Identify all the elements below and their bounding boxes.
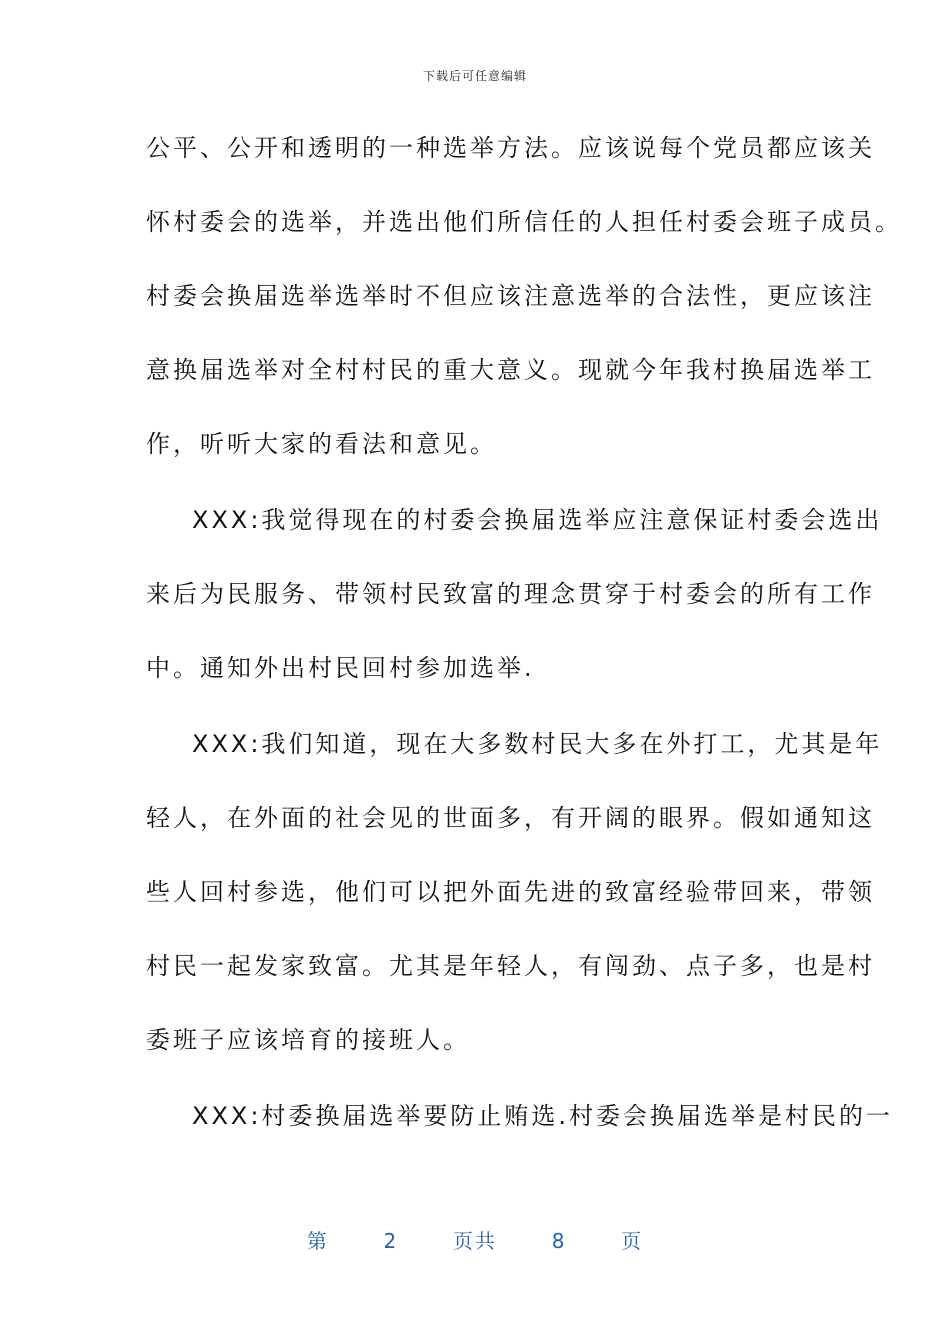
- page-total: 8: [551, 1229, 567, 1253]
- text-line: 意换届选举对全村村民的重大意义。现就今年我村换届选举工: [146, 356, 875, 384]
- text-line: 村民一起发家致富。尤其是年轻人，有闯劲、点子多，也是村: [146, 952, 875, 980]
- footer-middle: 页共: [453, 1229, 497, 1253]
- text-line: 委班子应该培育的接班人。: [146, 1026, 470, 1054]
- text-line: 怀村委会的选举，并选出他们所信任的人担任村委会班子成员。: [146, 208, 902, 236]
- page-number: 2: [383, 1229, 399, 1253]
- text-line: 轻人，在外面的社会见的世面多，有开阔的眼界。假如通知这: [146, 804, 875, 832]
- text-line: XXX:我觉得现在的村委会换届选举应注意保证村委会选出: [192, 506, 883, 534]
- page-footer: [0, 1225, 950, 1254]
- text-line: 公平、公开和透明的一种选举方法。应该说每个党员都应该关: [146, 134, 875, 162]
- text-line: 作，听听大家的看法和意见。: [146, 430, 497, 458]
- text-line: 些人回村参选，他们可以把外面先进的致富经验带回来，带领: [146, 878, 875, 906]
- text-line: XXX:我们知道，现在大多数村民大多在外打工，尤其是年: [192, 730, 883, 758]
- text-line: 来后为民服务、带领村民致富的理念贯穿于村委会的所有工作: [146, 580, 875, 608]
- header-note: 下载后可任意编辑: [422, 69, 527, 83]
- text-line: 村委会换届选举选举时不但应该注意选举的合法性，更应该注: [146, 282, 875, 310]
- text-line: 中。通知外出村民回村参加选举.: [146, 654, 535, 682]
- text-line: XXX:村委换届选举要防止贿选.村委会换届选举是村民的一: [192, 1102, 894, 1130]
- footer-suffix: 页: [621, 1229, 644, 1253]
- footer-prefix: 第: [306, 1229, 329, 1253]
